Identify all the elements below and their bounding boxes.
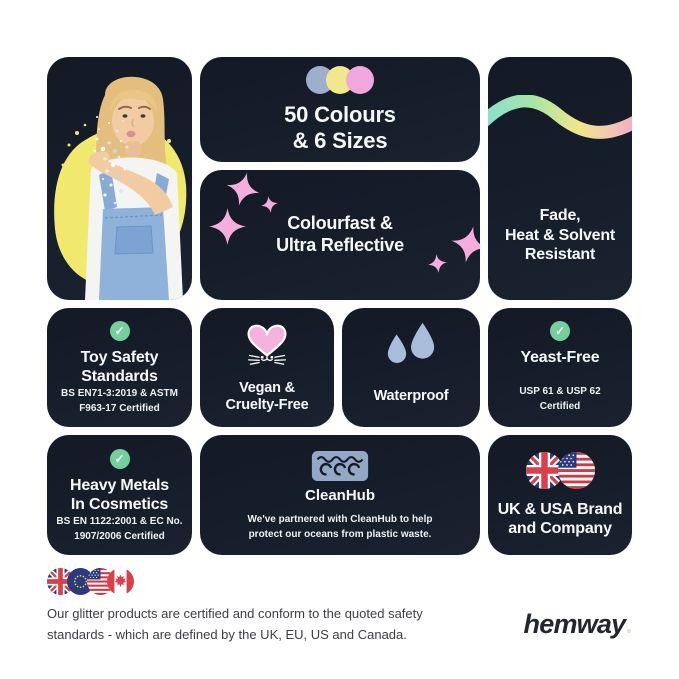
resistant-title: [505, 206, 615, 264]
uk-usa-title: [498, 500, 623, 538]
colours-sizes-card: [200, 57, 480, 162]
toy-safety-line2: Standards: [81, 368, 158, 386]
colours-line2: & 6 Sizes: [292, 127, 388, 153]
colours-sizes-title: [284, 102, 396, 153]
sparkle-icon: [427, 253, 448, 274]
bunny-heart-icon: [239, 316, 295, 374]
colourfast-line2: Ultra Reflective: [276, 235, 404, 255]
cleanhub-card: [200, 435, 480, 555]
yeast-free-card: [488, 308, 632, 427]
model-photo-card: [47, 57, 192, 300]
vegan-title: [225, 380, 308, 415]
uk-usa-flags: [526, 452, 595, 489]
heavy-metals-certification: BS EN 1122:2001 & EC No. 1907/2006 Certified: [56, 516, 183, 543]
water-drops-icon: [383, 322, 439, 374]
colour-dots-icon: [306, 66, 374, 94]
colourfast-title: [276, 213, 404, 256]
vegan-line1: Vegan &: [239, 380, 295, 396]
resistant-line2: Heat & Solvent: [504, 226, 616, 244]
check-icon: [110, 321, 130, 341]
uk-usa-line2: and Company: [508, 520, 612, 537]
model-photo-illustration: [47, 57, 192, 300]
colourfast-line1: Colourfast &: [287, 213, 393, 234]
disclaimer-text: Our glitter products are certified and conform to the quoted safety standards - which are defined by the UK, EU, US and Canada.: [47, 606, 423, 642]
card-grid: [47, 57, 632, 555]
vegan-card: [200, 308, 334, 427]
middle-split-row: [200, 308, 480, 427]
colourfast-card: [200, 170, 480, 300]
sparkle-icon: [260, 195, 280, 215]
heavy-metals-line2: In Cosmetics: [70, 496, 169, 514]
yeast-free-title: Yeast-Free: [520, 349, 600, 366]
waterproof-card: [342, 308, 480, 427]
cleanhub-title: CleanHub: [304, 487, 375, 504]
heavy-metals-title: [70, 476, 169, 514]
canada-flag-icon: [107, 568, 134, 595]
cleanhub-logo-icon: [310, 449, 370, 483]
sparkle-icon: [448, 223, 480, 267]
toy-safety-certification: BS EN71-3:2019 & ASTM F963-17 Certified: [61, 388, 178, 415]
waterproof-label: Waterproof: [373, 388, 449, 404]
certification-flags: [47, 568, 632, 595]
heavy-metals-card: [47, 435, 192, 555]
hemway-logo: hemway.: [523, 609, 632, 640]
resistant-line1: Fade,: [539, 207, 581, 225]
brand-dot: .: [625, 609, 632, 640]
check-glyph: ✓: [114, 324, 125, 338]
waterproof-title: [374, 388, 449, 405]
heavy-metals-line1: Heavy Metals: [70, 477, 169, 494]
yeast-free-certification: USP 61 & USP 62 Certified: [519, 386, 601, 412]
uk-usa-card: [488, 435, 632, 555]
toy-safety-card: [47, 308, 192, 427]
toy-safety-line1: Toy Safety: [80, 349, 159, 366]
check-glyph: ✓: [554, 324, 566, 338]
rainbow-wave-icon: [488, 95, 632, 147]
check-glyph: ✓: [114, 452, 125, 466]
check-icon: [550, 321, 570, 341]
resistant-card: [488, 57, 632, 300]
check-icon: [110, 449, 130, 469]
usa-flag-icon: [558, 452, 595, 489]
sparkle-icon: [222, 170, 263, 210]
toy-safety-title: [81, 348, 159, 386]
vegan-line2: Cruelty-Free: [225, 397, 309, 414]
resistant-line3: Resistant: [524, 245, 596, 263]
pink-dot-icon: [346, 66, 374, 94]
uk-usa-line1: UK & USA Brand: [497, 500, 623, 518]
footer: [47, 568, 632, 645]
sparkle-icon: [209, 208, 246, 245]
cleanhub-description: We've partnered with CleanHub to help protect our oceans from plastic waste.: [247, 514, 433, 540]
colours-line1: 50 Colours: [284, 102, 396, 128]
